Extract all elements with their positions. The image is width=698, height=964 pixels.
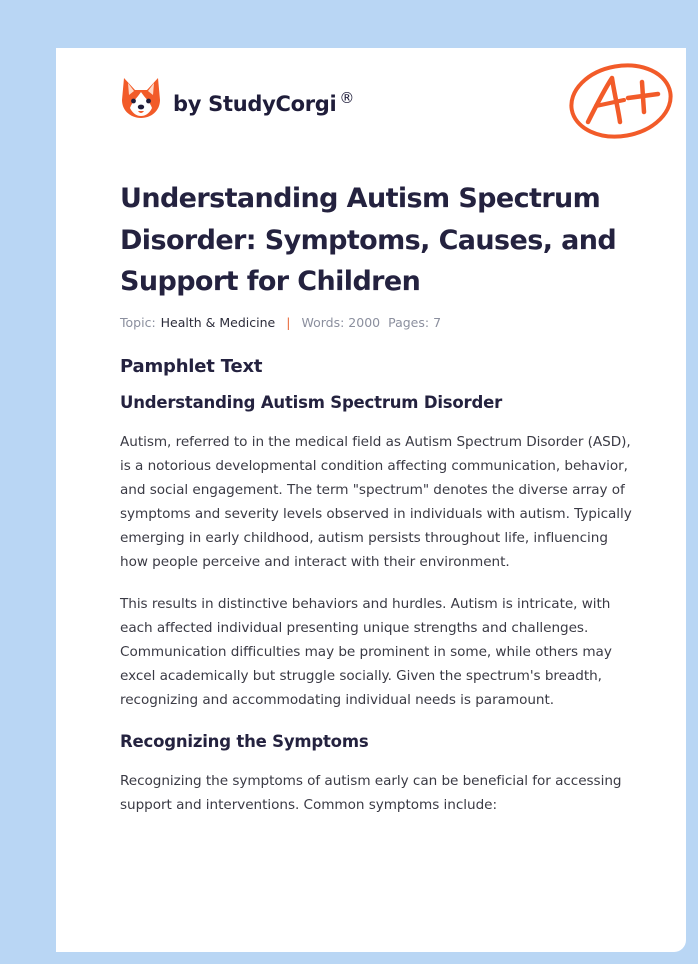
document-content <box>120 178 632 817</box>
document-page <box>56 48 686 952</box>
topic-link[interactable]: Health & Medicine <box>160 314 276 330</box>
a-plus-grade-icon <box>566 60 676 140</box>
paragraph-1: Autism, referred to in the medical field as Autism Spectrum Disorder (ASD), is a notorious developmental condition affecting communication, behavior, and social engagement. The term "spectrum" denotes the diverse array of symptoms and severity levels observed in individuals with autism. Typically emerging in early childhood, autism persists throughout life, influencing how people perceive and interact with their environment. <box>120 433 632 570</box>
heading-understanding-asd: Understanding Autism Spectrum Disorder <box>120 392 503 412</box>
page-header <box>120 76 650 146</box>
corgi-icon <box>120 76 162 120</box>
document-meta <box>120 315 632 330</box>
topic-label: Topic: <box>120 314 156 330</box>
paragraph-2: This results in distinctive behaviors and hurdles. Autism is intricate, with each affected individual presenting unique strengths and challenges. Communication difficulties may be prominent in some, while others may excel academically but struggle socially. Given the spectrum's breadth, recognizing and accommodating individual needs is paramount. <box>120 595 612 708</box>
page-count: Pages: 7 <box>388 314 442 330</box>
meta-separator: | <box>286 314 291 330</box>
paragraph-3: Recognizing the symptoms of autism early can be beneficial for accessing support and interventions. Common symptoms include: <box>120 772 622 813</box>
heading-recognizing-symptoms: Recognizing the Symptoms <box>120 731 369 751</box>
document-title: Understanding Autism Spectrum Disorder: Symptoms, Causes, and Support for Children <box>120 183 617 297</box>
word-count: Words: 2000 <box>301 314 381 330</box>
brand-name: by StudyCorgi ® <box>173 88 355 116</box>
studycorgi-logo[interactable] <box>120 76 354 120</box>
section-title: Pamphlet Text <box>120 355 263 377</box>
